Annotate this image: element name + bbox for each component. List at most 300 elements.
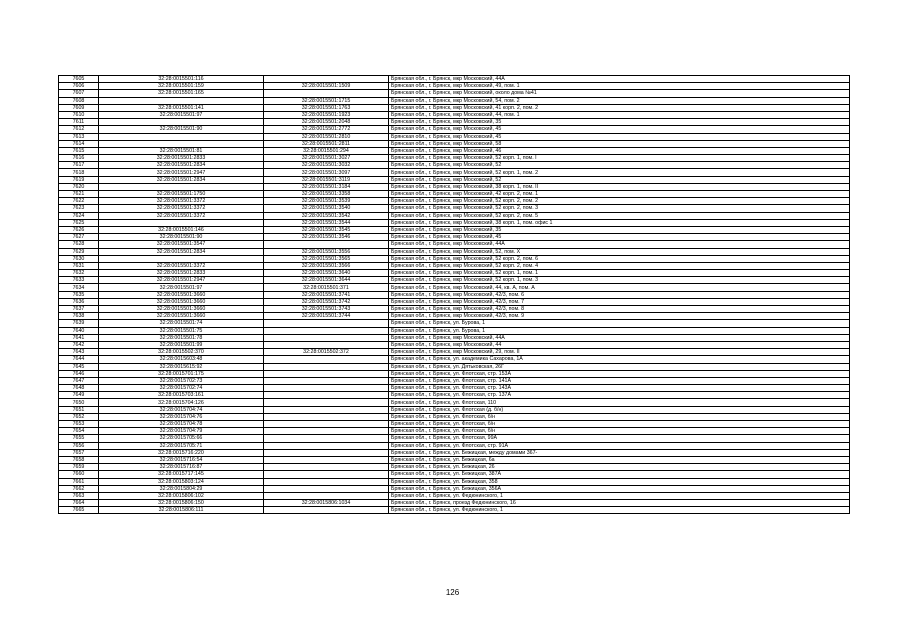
object-number-cell: 32:28:0015501:1763 [264,104,389,111]
table-row [59,291,850,298]
row-number-cell: 7636 [59,298,99,305]
cadastral-number-cell: 32:28:0015501:75 [99,327,264,334]
address-cell: Брянская обл., г. Брянск, мкр Московский, 58 [389,140,850,147]
object-number-cell: 32:28:0015501:2811 [264,140,389,147]
table-row [59,169,850,176]
table-row [59,226,850,233]
cadastral-number-cell: 32:28:0015501:1750 [99,191,264,198]
table-row [59,363,850,370]
address-cell: Брянская обл., г. Брянск, мкр Московский, 42/3, пом. 7 [389,298,850,305]
address-cell: Брянская обл., г. Брянск, мкр Московский, около дома №41 [389,90,850,97]
cadastral-number-cell: 32:28:0015804:29 [99,485,264,492]
address-cell: Брянская обл., г. Брянск, мкр Московский, 41 корп. 2, пом. 2 [389,104,850,111]
address-cell: Брянская обл., г. Брянск, мкр Московский, 52 корп. 2, пом. 4 [389,262,850,269]
address-cell: Брянская обл., г. Брянск, мкр Московский, 45 [389,234,850,241]
cadastral-number-cell: 32:28:0015501:141 [99,104,264,111]
row-number-cell: 7653 [59,421,99,428]
table-row [59,392,850,399]
row-number-cell: 7609 [59,104,99,111]
address-cell: Брянская обл., г. Брянск, мкр Московский, 46 [389,147,850,154]
cadastral-number-cell: 32:28:0015716:87 [99,464,264,471]
cadastral-number-cell: 32:28:0015501:3372 [99,262,264,269]
address-cell: Брянская обл., г. Брянск, мкр Московский, 29, пом. II [389,349,850,356]
object-number-cell: 32:28:0015501:1509 [264,83,389,90]
cadastral-number-cell [99,97,264,104]
address-cell: Брянская обл., г. Брянск, мкр Московский, 44А [389,76,850,83]
address-cell: Брянская обл., г. Брянск, мкр Московский, 42/3, пом. 6 [389,291,850,298]
address-cell: Брянская обл., г. Брянск, ул. Флотская, 110 [389,399,850,406]
address-cell: Брянская обл., г. Брянск, мкр Московский, 52 корп. 1, пом. 2 [389,169,850,176]
address-cell: Брянская обл., г. Брянск, мкр Московский, 52 корп. 2, пом. 6 [389,255,850,262]
address-cell: Брянская обл., г. Брянск, ул. Федюнинского, 1 [389,507,850,514]
object-number-cell [264,456,389,463]
cadastral-number-cell: 32:28:0015501:146 [99,226,264,233]
address-cell: Брянская обл., г. Брянск, ул. Флотская, стр. 91А [389,442,850,449]
cadastral-number-cell: 32:28:0015716:220 [99,449,264,456]
table-row [59,104,850,111]
cadastral-number-cell: 32:28:0015502:370 [99,349,264,356]
row-number-cell: 7629 [59,248,99,255]
cadastral-number-cell: 32:28:0015501:2947 [99,169,264,176]
cadastral-number-cell: 32:28:0015501:2834 [99,176,264,183]
cadastral-number-cell: 32:28:0015702:73 [99,377,264,384]
object-number-cell: 32:28:0015501:3027 [264,155,389,162]
address-cell: Брянская обл., г. Брянск, мкр Московский, 42 корп. 2, пом. 1 [389,191,850,198]
address-cell: Брянская обл., г. Брянск, мкр Московский, 44, кв. А, пом. А [389,284,850,291]
table-row [59,399,850,406]
table-row [59,442,850,449]
object-number-cell [264,363,389,370]
address-cell: Брянская обл., г. Брянск, мкр Московский, 35 [389,119,850,126]
address-cell: Брянская обл., г. Брянск, мкр Московский, 44А [389,334,850,341]
table-row [59,97,850,104]
row-number-cell: 7658 [59,456,99,463]
row-number-cell: 7607 [59,90,99,97]
object-number-cell: 32:28:0015501:3097 [264,169,389,176]
cadastral-number-cell: 32:28:0015803:124 [99,478,264,485]
row-number-cell: 7605 [59,76,99,83]
table-row [59,277,850,284]
object-number-cell [264,435,389,442]
table-row [59,356,850,363]
row-number-cell: 7622 [59,198,99,205]
object-number-cell: 32:28:0015501:1923 [264,111,389,118]
table-row [59,234,850,241]
object-number-cell [264,413,389,420]
table-row [59,298,850,305]
cadastral-number-cell: 32:28:0015615:92 [99,363,264,370]
cadastral-number-cell: 32:28:0015705:71 [99,442,264,449]
address-cell: Брянская обл., г. Брянск, мкр Московский, 52, пом. Х [389,248,850,255]
row-number-cell: 7644 [59,356,99,363]
object-number-cell [264,370,389,377]
row-number-cell: 7639 [59,320,99,327]
row-number-cell: 7640 [59,327,99,334]
table-row [59,471,850,478]
table-row [59,500,850,507]
row-number-cell: 7652 [59,413,99,420]
object-number-cell [264,428,389,435]
row-number-cell: 7655 [59,435,99,442]
table-row [59,241,850,248]
object-number-cell: 32:28:0015501:3644 [264,277,389,284]
table-row [59,183,850,190]
table-row [59,191,850,198]
object-number-cell: 32:28:0015502:372 [264,349,389,356]
address-cell: Брянская обл., г. Брянск, ул. Флотская, б/н [389,421,850,428]
row-number-cell: 7613 [59,133,99,140]
row-number-cell: 7641 [59,334,99,341]
cadastral-number-cell [99,219,264,226]
table-row [59,155,850,162]
address-cell: Брянская обл., г. Брянск, ул. Бурова, 1 [389,327,850,334]
table-row [59,162,850,169]
row-number-cell: 7650 [59,399,99,406]
object-number-cell [264,471,389,478]
row-number-cell: 7624 [59,212,99,219]
table-row [59,119,850,126]
object-number-cell: 32:28:0015501:2048 [264,119,389,126]
address-cell: Брянская обл., г. Брянск, ул. Бежицкая, 6а [389,456,850,463]
table-row [59,111,850,118]
cadastral-number-cell: 32:28:0015704:78 [99,421,264,428]
table-row [59,205,850,212]
address-cell: Брянская обл., г. Брянск, мкр Московский, 38 корп. 1, пом. офис 1 [389,219,850,226]
table-row [59,406,850,413]
row-number-cell: 7623 [59,205,99,212]
table-row [59,464,850,471]
cadastral-number-cell: 32:28:0015501:99 [99,341,264,348]
object-number-cell: 32:28:0015501:3358 [264,191,389,198]
cadastral-number-cell [99,183,264,190]
object-number-cell: 32:28:0015501:3640 [264,270,389,277]
row-number-cell: 7615 [59,147,99,154]
table-row [59,478,850,485]
cadastral-number-cell: 32:28:0015501:74 [99,320,264,327]
address-cell: Брянская обл., г. Брянск, мкр Московский, 52 [389,176,850,183]
cadastral-number-cell: 32:28:0015806:102 [99,492,264,499]
address-cell: Брянская обл., г. Брянск, ул. Дятьковская, 26Г [389,363,850,370]
row-number-cell: 7612 [59,126,99,133]
address-cell: Брянская обл., г. Брянск, ул. Флотская (д. б/н) [389,406,850,413]
cadastral-number-cell: 32:28:0015501:2947 [99,277,264,284]
address-cell: Брянская обл., г. Брянск, проезд Федюнинского, 16 [389,500,850,507]
address-cell: Брянская обл., г. Брянск, мкр Московский, 45 [389,133,850,140]
cadastral-number-cell: 32:28:0015501:3372 [99,212,264,219]
object-number-cell: 32:28:0015501:3741 [264,291,389,298]
address-cell: Брянская обл., г. Брянск, мкр Московский, 52 корп. 1, пом. 3 [389,277,850,284]
cadastral-number-cell: 32:28:0015705:66 [99,435,264,442]
cadastral-number-cell: 32:28:0015501:3660 [99,306,264,313]
object-number-cell [264,421,389,428]
table-row [59,76,850,83]
cadastral-number-cell: 32:28:0015603:48 [99,356,264,363]
table-row [59,507,850,514]
cadastral-number-cell: 32:28:0015703:161 [99,392,264,399]
table-row [59,140,850,147]
address-cell: Брянская обл., г. Брянск, мкр Московский, 42/3, пом. 8 [389,306,850,313]
table-row [59,456,850,463]
object-number-cell: 32:28:0015501:2810 [264,133,389,140]
row-number-cell: 7664 [59,500,99,507]
row-number-cell: 7648 [59,385,99,392]
row-number-cell: 7614 [59,140,99,147]
object-number-cell [264,334,389,341]
address-cell: Брянская обл., г. Брянск, ул. Флотская, стр. 143А [389,385,850,392]
table-row [59,492,850,499]
object-number-cell [264,492,389,499]
address-cell: Брянская обл., г. Брянск, ул. Бежицкая, между домами 367- [389,449,850,456]
cadastral-number-cell [99,140,264,147]
row-number-cell: 7611 [59,119,99,126]
object-number-cell: 32:28:0015501:1715 [264,97,389,104]
row-number-cell: 7642 [59,341,99,348]
row-number-cell: 7637 [59,306,99,313]
table-row [59,90,850,97]
address-cell: Брянская обл., г. Брянск, мкр Московский, 44А [389,241,850,248]
page-number: 126 [445,588,460,597]
cadastral-number-cell: 32:28:0015717:145 [99,471,264,478]
row-number-cell: 7635 [59,291,99,298]
table-row [59,413,850,420]
object-number-cell: 32:28:0015501:294 [264,147,389,154]
object-number-cell: 32:28:0015501:3540 [264,205,389,212]
object-number-cell: 32:28:0015501:2772 [264,126,389,133]
cadastral-number-cell: 32:28:0015501:2834 [99,248,264,255]
table-row [59,320,850,327]
row-number-cell: 7618 [59,169,99,176]
row-number-cell: 7616 [59,155,99,162]
address-cell: Брянская обл., г. Брянск, мкр Московский, 35 [389,226,850,233]
row-number-cell: 7610 [59,111,99,118]
address-cell: Брянская обл., г. Брянск, мкр Московский, 52 корп. 1, пом. 1 [389,270,850,277]
cadastral-number-cell: 32:28:0015501:2834 [99,162,264,169]
cadastral-number-cell: 32:28:0015501:97 [99,284,264,291]
object-number-cell: 32:28:0015501:3566 [264,262,389,269]
row-number-cell: 7651 [59,406,99,413]
table-row [59,198,850,205]
table-row [59,248,850,255]
object-number-cell [264,377,389,384]
row-number-cell: 7634 [59,284,99,291]
object-number-cell: 32:28:0015501:3542 [264,212,389,219]
cadastral-number-cell: 32:28:0015501:3372 [99,205,264,212]
object-number-cell: 32:28:0015501:3546 [264,234,389,241]
row-number-cell: 7625 [59,219,99,226]
row-number-cell: 7620 [59,183,99,190]
object-number-cell [264,320,389,327]
table-row [59,83,850,90]
cadastral-number-cell: 32:28:0015702:74 [99,385,264,392]
cadastral-number-cell: 32:28:0015501:3660 [99,298,264,305]
row-number-cell: 7627 [59,234,99,241]
object-number-cell: 32:28:0015501:3184 [264,183,389,190]
table-row [59,147,850,154]
object-number-cell: 32:28:0015501:3744 [264,313,389,320]
table-row [59,341,850,348]
object-number-cell: 32:28:0015501:371 [264,284,389,291]
table-row [59,176,850,183]
address-cell: Брянская обл., г. Брянск, мкр Московский, 49, пом. 1 [389,83,850,90]
cadastral-number-cell: 32:28:0015704:74 [99,406,264,413]
cadastral-number-cell: 32:28:0015701:175 [99,370,264,377]
object-number-cell: 32:28:0015501:3539 [264,198,389,205]
address-cell: Брянская обл., г. Брянск, мкр Московский, 52 корп. 1, пом. I [389,155,850,162]
object-number-cell [264,90,389,97]
object-number-cell [264,449,389,456]
object-number-cell [264,442,389,449]
row-number-cell: 7633 [59,277,99,284]
object-number-cell [264,485,389,492]
address-cell: Брянская обл., г. Брянск, мкр Московский, 45 [389,126,850,133]
row-number-cell: 7621 [59,191,99,198]
row-number-cell: 7630 [59,255,99,262]
cadastral-number-cell: 32:28:0015501:3660 [99,313,264,320]
row-number-cell: 7660 [59,471,99,478]
table-row [59,255,850,262]
object-number-cell: 32:28:0015501:3742 [264,298,389,305]
address-cell: Брянская обл., г. Брянск, мкр Московский, 52 корп. 2, пом. 2 [389,198,850,205]
row-number-cell: 7638 [59,313,99,320]
object-number-cell [264,399,389,406]
cadastral-number-cell: 32:28:0015704:76 [99,413,264,420]
object-number-cell: 32:28:0015501:3565 [264,255,389,262]
row-number-cell: 7631 [59,262,99,269]
row-number-cell: 7654 [59,428,99,435]
address-cell: Брянская обл., г. Брянск, ул. академика Сахарова, 1А [389,356,850,363]
address-cell: Брянская обл., г. Брянск, мкр Московский, 54, пом. 2 [389,97,850,104]
table-row [59,219,850,226]
row-number-cell: 7632 [59,270,99,277]
row-number-cell: 7647 [59,377,99,384]
object-number-cell [264,241,389,248]
address-cell: Брянская обл., г. Брянск, мкр Московский, 52 [389,162,850,169]
table-row [59,370,850,377]
cadastral-number-cell [99,133,264,140]
cadastral-table [58,75,850,514]
cadastral-number-cell: 32:28:0015501:159 [99,83,264,90]
address-cell: Брянская обл., г. Брянск, ул. Бурова, 1 [389,320,850,327]
cadastral-number-cell: 32:28:0015806:150 [99,500,264,507]
table-row [59,284,850,291]
table-row [59,377,850,384]
object-number-cell [264,341,389,348]
row-number-cell: 7662 [59,485,99,492]
address-cell: Брянская обл., г. Брянск, ул. Флотская, б/н [389,413,850,420]
address-cell: Брянская обл., г. Брянск, мкр Московский, 44, пом. 1 [389,111,850,118]
cadastral-number-cell: 32:28:0015501:3372 [99,198,264,205]
object-number-cell: 32:28:0015501:3545 [264,226,389,233]
cadastral-number-cell: 32:28:0015501:81 [99,147,264,154]
cadastral-number-cell [99,119,264,126]
cadastral-number-cell: 32:28:0015501:3547 [99,241,264,248]
object-number-cell [264,327,389,334]
object-number-cell [264,507,389,514]
address-cell: Брянская обл., г. Брянск, ул. Бежицкая, 356А [389,485,850,492]
cadastral-number-cell: 32:28:0015501:3660 [99,291,264,298]
table-row [59,126,850,133]
address-cell: Брянская обл., г. Брянск, ул. Флотская, стр. 137А [389,392,850,399]
object-number-cell [264,478,389,485]
cadastral-number-cell: 32:28:0015704:126 [99,399,264,406]
address-cell: Брянская обл., г. Брянск, ул. Флотская, 99А [389,435,850,442]
table-row [59,306,850,313]
row-number-cell: 7608 [59,97,99,104]
row-number-cell: 7626 [59,226,99,233]
table-body [59,76,850,514]
row-number-cell: 7628 [59,241,99,248]
row-number-cell: 7657 [59,449,99,456]
row-number-cell: 7643 [59,349,99,356]
row-number-cell: 7659 [59,464,99,471]
object-number-cell [264,76,389,83]
cadastral-number-cell: 32:28:0015501:78 [99,334,264,341]
cadastral-number-cell: 32:28:0015501:116 [99,76,264,83]
table-row [59,212,850,219]
object-number-cell: 32:28:0015501:3544 [264,219,389,226]
table-row [59,313,850,320]
row-number-cell: 7617 [59,162,99,169]
cadastral-number-cell: 32:28:0015704:79 [99,428,264,435]
row-number-cell: 7665 [59,507,99,514]
object-number-cell: 32:28:0015501:3119 [264,176,389,183]
row-number-cell: 7646 [59,370,99,377]
object-number-cell [264,356,389,363]
object-number-cell: 32:28:0015806:1034 [264,500,389,507]
table-row [59,349,850,356]
row-number-cell: 7663 [59,492,99,499]
table-row [59,421,850,428]
table-row [59,327,850,334]
object-number-cell [264,464,389,471]
table-row [59,449,850,456]
table-row [59,334,850,341]
object-number-cell [264,406,389,413]
row-number-cell: 7645 [59,363,99,370]
object-number-cell [264,385,389,392]
row-number-cell: 7606 [59,83,99,90]
cadastral-number-cell: 32:28:0015501:2833 [99,155,264,162]
object-number-cell [264,392,389,399]
address-cell: Брянская обл., г. Брянск, мкр Московский, 52 корп. 2, пом. 3 [389,205,850,212]
cadastral-number-cell: 32:28:0015501:97 [99,111,264,118]
row-number-cell: 7649 [59,392,99,399]
address-cell: Брянская обл., г. Брянск, мкр Московский, 44 [389,341,850,348]
table-row [59,385,850,392]
address-cell: Брянская обл., г. Брянск, ул. Федюнинского, 1 [389,492,850,499]
table-row [59,428,850,435]
address-cell: Брянская обл., г. Брянск, ул. Флотская, стр. 153А [389,370,850,377]
cadastral-number-cell: 32:28:0015806:111 [99,507,264,514]
address-cell: Брянская обл., г. Брянск, ул. Бежицкая, 26 [389,464,850,471]
address-cell: Брянская обл., г. Брянск, ул. Флотская, стр. 141А [389,377,850,384]
table-row [59,485,850,492]
object-number-cell: 32:28:0015501:3556 [264,248,389,255]
cadastral-number-cell [99,255,264,262]
address-cell: Брянская обл., г. Брянск, ул. Бежицкая, 387А [389,471,850,478]
cadastral-number-cell: 32:28:0015501:2833 [99,270,264,277]
address-cell: Брянская обл., г. Брянск, мкр Московский, 38 корп. 1, пом. II [389,183,850,190]
cadastral-number-cell: 32:28:0015716:54 [99,456,264,463]
table-row [59,270,850,277]
address-cell: Брянская обл., г. Брянск, ул. Флотская, б/н [389,428,850,435]
table-row [59,435,850,442]
address-cell: Брянская обл., г. Брянск, ул. Бежицкая, 358 [389,478,850,485]
address-cell: Брянская обл., г. Брянск, мкр Московский, 42/3, пом. 9 [389,313,850,320]
object-number-cell: 32:28:0015501:3032 [264,162,389,169]
object-number-cell: 32:28:0015501:3743 [264,306,389,313]
cadastral-number-cell: 32:28:0015501:90 [99,126,264,133]
